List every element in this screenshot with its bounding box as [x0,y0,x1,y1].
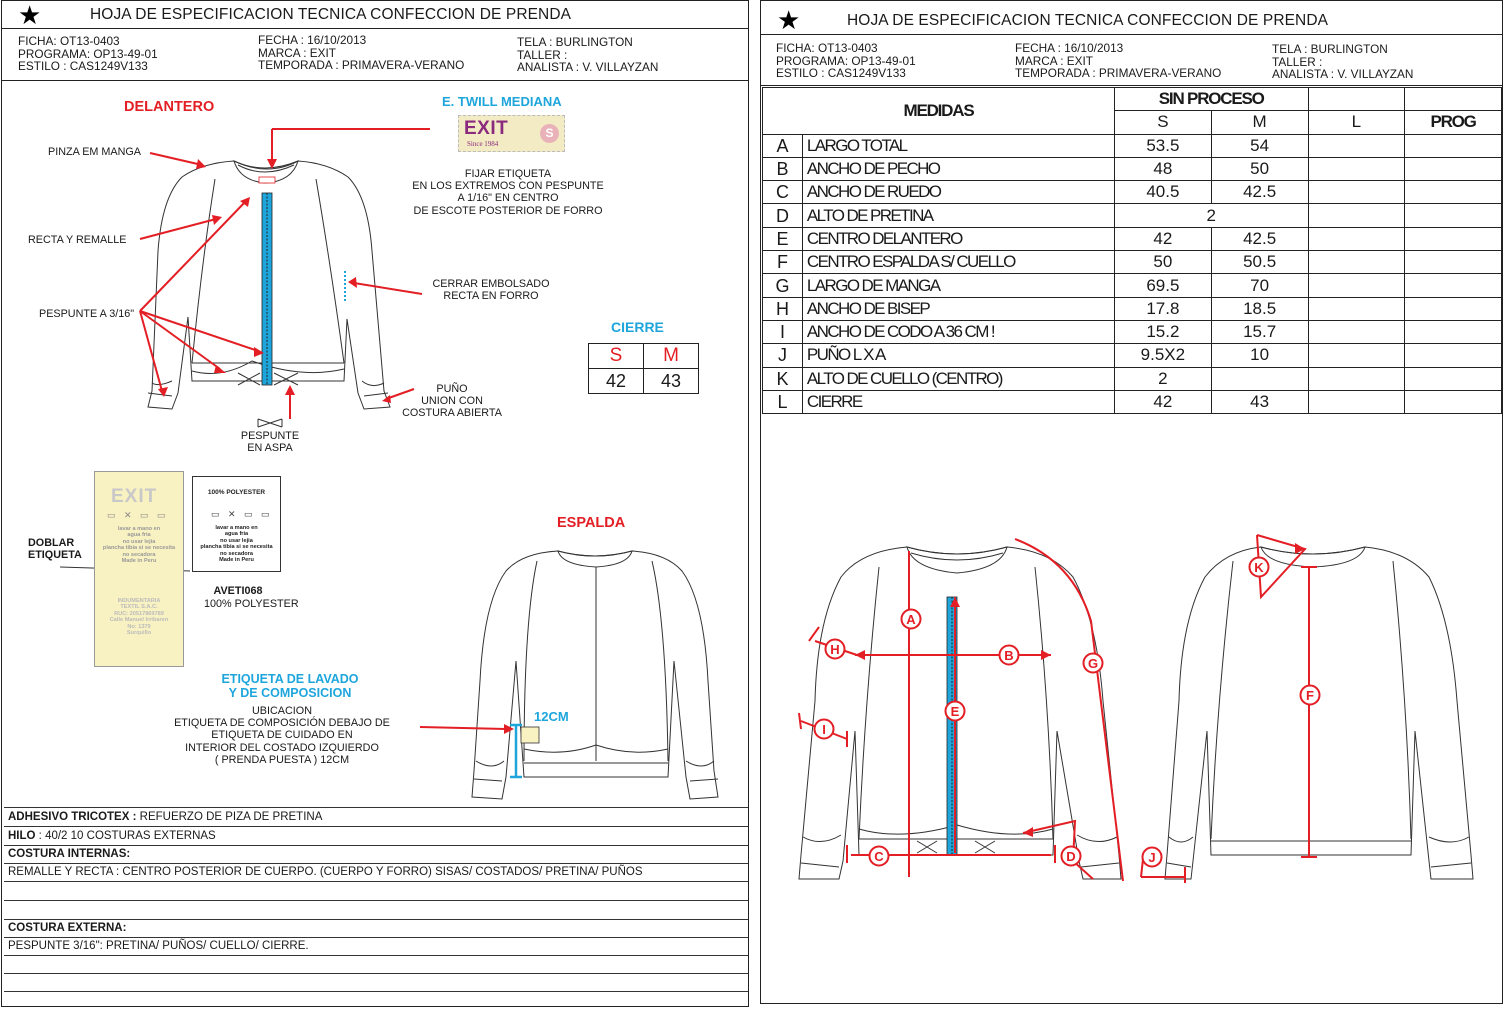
row-m [1211,367,1308,390]
table-row [763,181,1502,204]
blank-cell [1405,88,1502,111]
text-line: PESPUNTE [240,430,300,442]
row-letter: G [763,274,803,297]
row-letter: E [763,227,803,250]
info-col-2 [1015,42,1221,80]
fecha: FECHA : 16/10/2013 [258,33,367,47]
svg-text:G: G [1087,656,1099,671]
note-costura-externa: COSTURA EXTERNA: [8,922,127,934]
measures-header: MEDIDAS [763,88,1115,135]
row-m: 10 [1211,344,1308,367]
sheet-title: HOJA DE ESPECIFICACION TECNICA CONFECCION DE PRENDA [90,6,572,23]
text-line: FIJAR ETIQUETA [464,168,552,180]
svg-text:F: F [1306,688,1314,703]
text-line: INDUMENTARIA [117,598,161,604]
text-line: Made in Peru [219,557,254,564]
title-bar [761,1,1502,35]
marca: MARCA : EXIT [1015,53,1094,68]
svg-text:J: J [1148,850,1156,865]
row-s: 42 [1114,390,1211,413]
tela: TELA : BURLINGTON [1272,42,1388,56]
row-l [1308,227,1405,250]
table-row [763,134,1502,157]
marker-d [1062,847,1081,866]
hilo-label: HILO [8,830,36,842]
text-line: ETIQUETA DE LAVADO [221,672,359,686]
svg-text:C: C [874,849,884,864]
estilo: ESTILO : CAS1249V133 [776,66,906,80]
table-row [763,344,1502,367]
table-row [763,320,1502,343]
row-prog [1405,204,1502,227]
note-pespunte: PESPUNTE A 3/16" [39,308,135,320]
row-m: 70 [1211,274,1308,297]
row-letter: K [763,367,803,390]
marker-a [902,610,921,629]
note-adhesivo [4,809,748,827]
adhesivo-label: ADHESIVO TRICOTEX : [8,811,137,823]
row-letter: J [763,344,803,367]
cierre-title: CIERRE [611,319,664,335]
marca: MARCA : EXIT [258,45,337,60]
divider [4,807,748,808]
note-internas-value: REMALLE Y RECTA : CENTRO POSTERIOR DE CUERPO. (CUERPO Y FORRO) SISAS/ COSTADOS/ PRETINA/ PUÑOS [8,866,643,878]
text-line: Calle Manuel Irribaren [109,617,169,624]
tela: TELA : BURLINGTON [517,35,633,49]
size-col-prog: PROG [1405,111,1502,134]
marker-b [1000,646,1019,665]
text-line: lavar a mano en [117,526,161,532]
svg-text:D: D [1066,849,1076,864]
svg-text:H: H [830,642,840,657]
star-icon: ★ [777,5,801,35]
row-s-m: 2 [1114,204,1308,227]
size-col-m: M [1211,111,1308,134]
row-prog [1405,134,1502,157]
row-prog [1405,367,1502,390]
text-line: EN ASPA [247,442,293,455]
row-m: 42.5 [1211,181,1308,204]
text-line: COSTURA ABIERTA [402,407,502,420]
text-line: Surquillo [126,630,152,637]
row-desc: PUÑO L X A [802,344,1114,367]
cierre-value-s: 42 [589,369,644,394]
row-prog [1405,320,1502,343]
marker-k [1250,558,1269,577]
temporada: TEMPORADA : PRIMAVERA-VERANO [1015,66,1222,80]
poly-header: 100% POLYESTER [207,489,266,496]
spec-sheet-front [1,0,749,1007]
row-l [1308,274,1405,297]
text-line: no secadora [220,550,253,557]
taller: TALLER : [1272,54,1323,69]
row-s: 2 [1114,367,1211,390]
row-m: 50.5 [1211,251,1308,274]
row-desc: ALTO DE CUELLO (CENTRO) [802,367,1114,390]
care-symbols-2: ▭ ✕ ▭ ▭ [211,509,273,519]
info-col-3 [1272,43,1413,81]
measures-table [762,87,1502,414]
back-title: ESPALDA [557,515,626,531]
row-prog [1405,251,1502,274]
row-desc: CENTRO ESPALDA S/ CUELLO [802,251,1114,274]
divider [4,900,748,901]
star-icon: ★ [18,0,42,30]
row-l [1308,181,1405,204]
row-desc: ALTO DE PRETINA [802,204,1114,227]
ficha: FICHA: OT13-0403 [18,34,120,48]
marker-i [815,720,834,739]
marker-layer [761,401,1504,1001]
text-line: RUC: 20517869789 [114,610,164,617]
sheet-title: HOJA DE ESPECIFICACION TECNICA CONFECCION DE PRENDA [847,12,1329,29]
row-prog [1405,274,1502,297]
front-title: DELANTERO [124,99,215,115]
divider [4,973,748,974]
row-s: 69.5 [1114,274,1211,297]
text-line: plancha tibia si se necesita [102,545,176,552]
care-code-desc: 100% POLYESTER [204,598,299,610]
row-desc: CIERRE [802,390,1114,413]
row-m: 18.5 [1211,297,1308,320]
divider [761,85,1502,86]
text-line: ( PRENDA PUESTA ) 12CM [214,753,350,766]
twill-title: E. TWILL MEDIANA [442,94,562,109]
note-pinza: PINZA EM MANGA [48,146,141,158]
row-prog [1405,297,1502,320]
text-line: agua fria [224,531,249,538]
row-letter: C [763,181,803,204]
row-letter: D [763,204,803,227]
twill-since: Since 1984 [467,140,499,148]
note-externa-value: PESPUNTE 3/16": PRETINA/ PUÑOS/ CUELLO/ CIERRE. [8,940,309,952]
row-s: 42 [1114,227,1211,250]
marker-g [1084,654,1103,673]
row-s: 17.8 [1114,297,1211,320]
row-l [1308,297,1405,320]
ficha: FICHA: OT13-0403 [776,41,878,55]
text-line: ETIQUETA DE COMPOSICIÓN DEBAJO DE [174,717,390,730]
text-line: plancha tibia si se necesita [200,544,273,551]
row-letter: L [763,390,803,413]
row-m: 43 [1211,390,1308,413]
table-row [763,204,1502,227]
divider [4,991,748,992]
table-row [763,157,1502,180]
twill-brand: EXIT [464,118,509,139]
row-desc: LARGO DE MANGA [802,274,1114,297]
wash-measure: 12CM [534,709,569,724]
text-line: no secadora [122,551,156,558]
table-row [763,251,1502,274]
svg-text:I: I [822,722,826,737]
row-s: 50 [1114,251,1211,274]
text-line: INTERIOR DEL COSTADO IZQUIERDO [185,741,379,754]
text-line: Made in Peru [121,558,157,565]
row-l [1308,344,1405,367]
table-row [763,227,1502,250]
care-symbols: ▭ ✕ ▭ ▭ [107,510,169,520]
size-col-s: S [1114,111,1211,134]
row-letter: I [763,320,803,343]
row-l [1308,134,1405,157]
analista: ANALISTA : V. VILLAYZAN [517,60,659,74]
text-line: ETIQUETA DE CUIDADO EN [211,729,353,742]
row-prog [1405,344,1502,367]
adhesivo-value: REFUERZO DE PIZA DE PRETINA [136,811,323,823]
svg-text:E: E [950,704,960,719]
programa: PROGRAMA: OP13-49-01 [18,46,158,61]
svg-text:B: B [1004,648,1014,663]
row-desc: LARGO TOTAL [802,134,1114,157]
row-desc: ANCHO DE RUEDO [802,181,1114,204]
row-s: 9.5X2 [1114,344,1211,367]
text-line: PUÑO [436,383,468,395]
measures-group: SIN PROCESO [1114,88,1308,111]
text-line: Y DE COMPOSICION [228,686,352,700]
row-m: 42.5 [1211,227,1308,250]
text-line: no usar lejia [122,538,156,545]
text-line: EN LOS EXTREMOS CON PESPUNTE [412,180,604,193]
cierre-size-m: M [644,344,699,369]
info-col-1 [776,42,916,80]
row-m: 15.7 [1211,320,1308,343]
programa: PROGRAMA: OP13-49-01 [776,53,916,68]
care-code: AVETI068 [213,585,263,597]
svg-text:K: K [1254,560,1264,575]
text-line: no usar lejia [220,537,253,544]
row-m: 54 [1211,134,1308,157]
table-row [763,274,1502,297]
text-line: agua fria [127,532,151,539]
row-prog [1405,157,1502,180]
text-line: No: 1379 [127,623,151,630]
row-l [1308,320,1405,343]
row-l [1308,157,1405,180]
text-line: CERRAR EMBOLSADO [432,278,550,290]
divider [4,955,748,956]
text-line: ETIQUETA [28,549,82,562]
hilo-value: : 40/2 10 COSTURAS EXTERNAS [35,830,216,842]
marker-e [946,702,965,721]
blank-cell [1308,88,1405,111]
cierre-value-m: 43 [644,369,699,394]
twill-size-badge: S [540,124,559,143]
analista: ANALISTA : V. VILLAYZAN [1272,67,1414,81]
note-recta: RECTA Y REMALLE [28,234,127,246]
fecha: FECHA : 16/10/2013 [1015,41,1124,55]
divider [4,881,748,882]
row-desc: ANCHO DE BISEP [802,297,1114,320]
row-s: 53.5 [1114,134,1211,157]
row-letter: A [763,134,803,157]
cierre-size-s: S [589,344,644,369]
note-hilo [4,828,748,846]
row-m: 50 [1211,157,1308,180]
row-prog [1405,227,1502,250]
size-col-l: L [1308,111,1405,134]
row-l [1308,367,1405,390]
divider [4,826,748,827]
row-prog [1405,181,1502,204]
text-line: UNION CON [421,395,483,408]
text-line: DOBLAR [28,537,75,549]
text-line: TEXTIL S.A.C. [120,604,158,611]
row-s: 40.5 [1114,181,1211,204]
text-line: lavar a mano en [215,525,258,531]
note-costura-internas: COSTURA INTERNAS: [8,848,131,860]
text-line: RECTA EN FORRO [443,290,539,303]
estilo: ESTILO : CAS1249V133 [18,59,148,73]
row-desc: CENTRO DELANTERO [802,227,1114,250]
row-s: 15.2 [1114,320,1211,343]
marker-f [1301,686,1320,705]
taller: TALLER : [517,47,568,62]
row-letter: H [763,297,803,320]
temporada: TEMPORADA : PRIMAVERA-VERANO [258,58,465,72]
row-desc: ANCHO DE PECHO [802,157,1114,180]
svg-text:A: A [906,612,916,627]
marker-j [1143,848,1162,867]
text-line: DE ESCOTE POSTERIOR DE FORRO [413,204,603,217]
row-letter: B [763,157,803,180]
row-desc: ANCHO DE CODO A 36 CM ! [802,320,1114,343]
marker-h [826,640,845,659]
row-s: 48 [1114,157,1211,180]
text-line: UBICACION [252,705,312,717]
text-line: A 1/16" EN CENTRO [457,192,559,205]
table-row [763,367,1502,390]
row-l [1308,251,1405,274]
table-row [763,297,1502,320]
marker-c [870,847,889,866]
row-l [1308,204,1405,227]
spec-sheet-measures [760,0,1503,1004]
row-letter: F [763,251,803,274]
care-brand: EXIT [111,486,158,507]
